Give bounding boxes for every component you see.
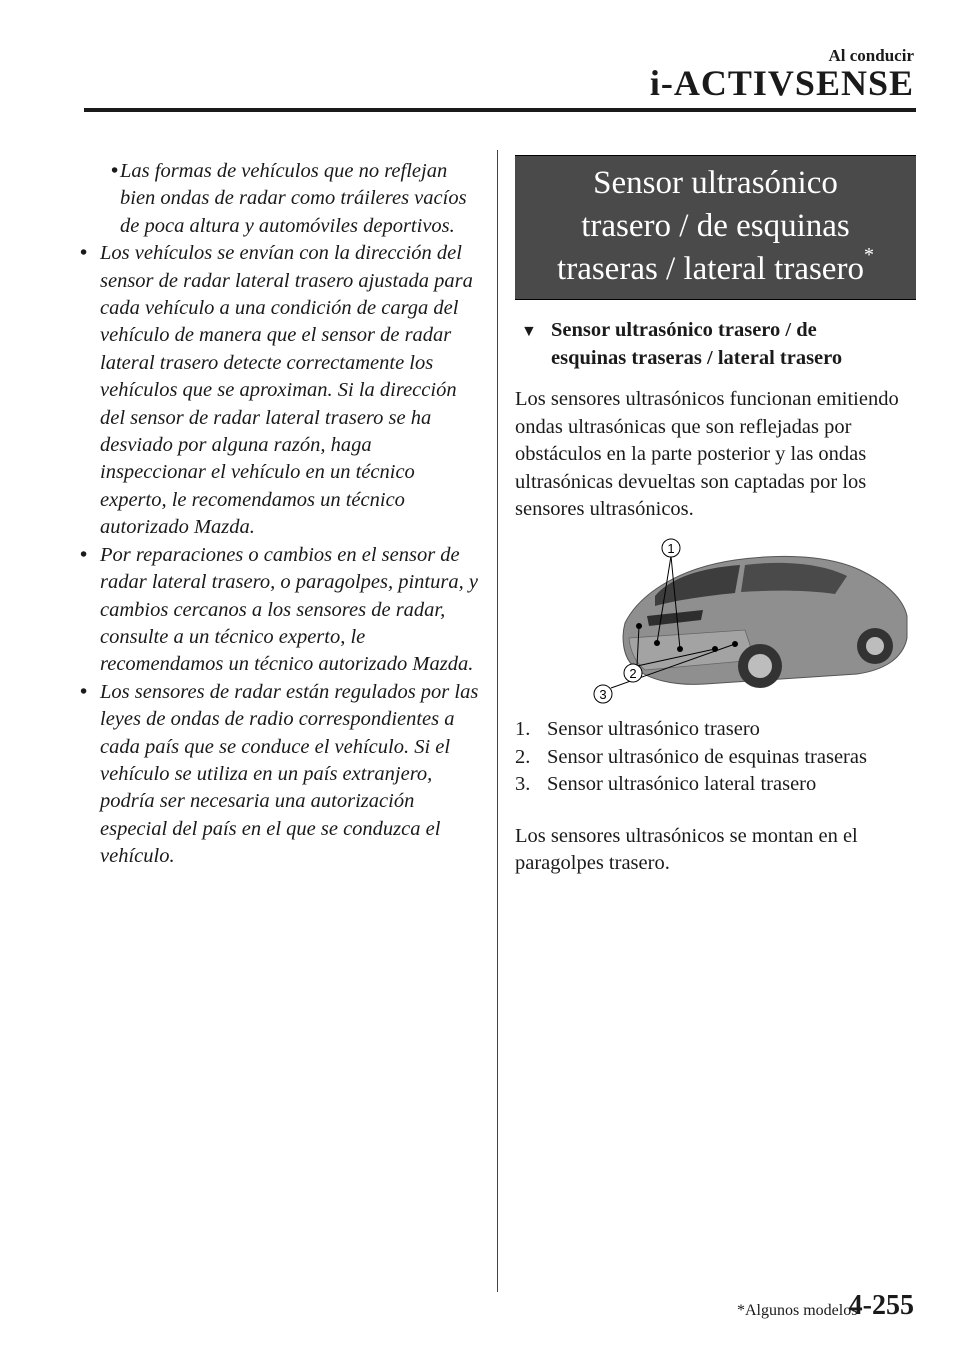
left-column <box>80 158 480 871</box>
list-item <box>515 744 916 772</box>
list-number: 1. <box>515 717 531 740</box>
bullet-text: Los sensores de radar están regulados por las leyes de ondas de radio correspondientes a cada país que se conduce el vehículo. Si el vehículo se utiliza en un país extranjero, podría ser necesaria una autorización especial del país en el que se conduzca el vehículo. <box>100 680 479 868</box>
callout-label: 1 <box>667 540 675 556</box>
header-title: i-ACTIVSENSE <box>649 63 914 103</box>
intro-paragraph: Los sensores ultrasónicos funcionan emitiendo ondas ultrasónicas que son reflejadas por obstáculos en la parte posterior y las ondas ultrasónicas devueltas son captadas por los sensores ultrasónicos. <box>515 388 899 521</box>
list-number: 3. <box>515 773 531 796</box>
header-section-label: Al conducir <box>828 46 914 65</box>
bullet-text: Las formas de vehículos que no reflejan bien ondas de radar como tráileres vacíos de poca altura y automóviles deportivos. <box>120 160 467 237</box>
footnote: *Algunos modelos <box>737 1302 858 1319</box>
some-models-mark: * <box>863 244 874 266</box>
closing-paragraph: Los sensores ultrasónicos se montan en el paragolpes trasero. <box>515 824 858 875</box>
bullet-item <box>80 240 480 541</box>
page-number: 4-255 <box>848 1290 914 1321</box>
bullet-item <box>80 679 480 871</box>
bullet-item <box>80 158 480 240</box>
right-column <box>515 155 916 878</box>
rear-wheel-rim <box>748 654 772 678</box>
bullet-item <box>80 542 480 679</box>
section-title-line <box>519 244 912 291</box>
sensor-list <box>515 716 916 799</box>
list-number: 2. <box>515 745 531 768</box>
subheading-line: Sensor ultrasónico trasero / de <box>551 319 817 341</box>
subheading <box>515 316 916 372</box>
bullet-dot: • <box>80 680 88 703</box>
car-illustration <box>585 538 915 708</box>
list-text: Sensor ultrasónico trasero <box>547 717 760 740</box>
list-item <box>515 771 916 799</box>
header-rule <box>84 108 916 112</box>
bullet-text: Los vehículos se envían con la dirección del sensor de radar lateral trasero ajustada para cada vehículo a una condición de carga del vehículo de manera que el sensor de radar lateral trasero detecte correctamente los vehículos que se aproximan. Si la dirección del sensor de radar lateral trasero se ha desviado por alguna razón, haga inspeccionar el vehículo en un técnico experto, le recomendamos un técnico autorizado Mazda. <box>100 242 473 539</box>
front-wheel-rim <box>866 637 884 655</box>
section-title-text: traseras / lateral trasero <box>557 251 864 287</box>
list-text: Sensor ultrasónico lateral trasero <box>547 773 817 796</box>
callout-label: 2 <box>629 665 637 681</box>
triangle-marker-icon: ▼ <box>521 323 537 340</box>
bullet-text: Por reparaciones o cambios en el sensor de radar lateral trasero, o paragolpes, pintura, y cambios cercanos a los sensores de radar, consulte a un técnico experto, le recomendamos un técnico autorizado Mazda. <box>100 543 478 676</box>
bullet-dot: • <box>80 543 88 566</box>
section-title-line: trasero / de esquinas <box>581 208 850 244</box>
callout-label: 3 <box>599 686 607 702</box>
list-text: Sensor ultrasónico de esquinas traseras <box>547 745 867 768</box>
section-title-line: Sensor ultrasónico <box>593 165 838 201</box>
list-item <box>515 716 916 744</box>
section-title-box <box>515 155 916 300</box>
column-divider <box>497 150 498 1292</box>
bullet-dot: • <box>80 242 88 265</box>
subheading-line: esquinas traseras / lateral trasero <box>551 347 843 369</box>
bullet-dot: • <box>111 160 119 182</box>
car-sensor-figure <box>585 538 915 708</box>
